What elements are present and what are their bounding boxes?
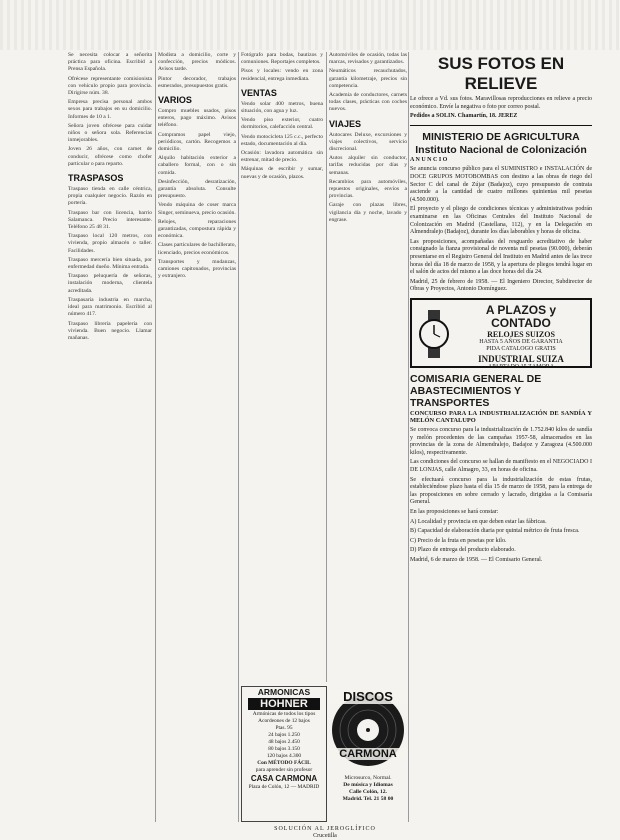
puzzle-solution-label: SOLUCIÓN AL JEROGLÍFICO xyxy=(274,826,376,832)
hohner-ad-line: 120 bajos 4.300 xyxy=(266,753,302,759)
relojes-ad-address: APARTADO 15 ZAMORA xyxy=(487,363,555,370)
classified-item: Autocares Deluxe, excursiones y viajes colectivos, servicio discrecional. xyxy=(329,131,407,153)
section-heading-traspasos: TRASPASOS xyxy=(68,173,124,184)
anuncio-paragraph: El proyecto y el pliego de condiciones técnicas y administrativas podrán examinarse en las Oficinas Centrales del Instituto Nacional de Colonización en Madrid (Castellana, 112), y en la Delegación en Almendralejo (Badajoz), durante los días laborables y horas de oficina. xyxy=(410,206,592,236)
concurso-title: CONCURSO PARA LA INDUSTRIALIZACIÓN DE SANDÍA Y MELÓN CANTALUPO xyxy=(410,409,592,425)
comisaria-paragraph: Madrid, 6 de marzo de 1958. — El Comisario General. xyxy=(410,556,543,563)
puzzle-solution-answer: Crucetilla xyxy=(313,833,337,839)
discos-advertisement xyxy=(328,686,408,820)
instituto-title: Instituto Nacional de Colonización xyxy=(415,143,587,156)
classified-item: Ofrécese representante comisionista con vehículo propio para provincia. Dirigirse núm. 38. xyxy=(68,75,152,97)
classified-item: Vendo máquina de coser marca Singer, seminueva, precio ocasión. xyxy=(158,202,236,216)
ministerio-title: MINISTERIO DE AGRICULTURA xyxy=(422,130,580,143)
classified-item: Vendo solar 400 metros, buena situación, con agua y luz. xyxy=(241,100,323,115)
column-divider xyxy=(326,52,327,682)
hohner-ad-line: Armónicas de todos los tipos xyxy=(252,711,316,717)
classified-item: Transportes y mudanzas, camiones capitonados, provincias y extranjero. xyxy=(158,258,236,280)
classified-item: Clases particulares de bachillerato, licenciado, precios económicos. xyxy=(158,242,236,256)
hohner-ad-title: ARMONICAS xyxy=(257,687,311,697)
classified-item: Desinfección, desratización, garantía absoluta. Consulte presupuesto. xyxy=(158,178,236,200)
hohner-ad-line: 80 bajos 3.150 xyxy=(268,746,300,752)
comisaria-paragraph: Las condiciones del concurso se hallan de manifiesto en el NEGOCIADO I DE LONJAS, calle Almagro, 33, en horas de oficina. xyxy=(410,459,592,474)
classified-item: Automóviles de ocasión, todas las marcas, revisados y garantizados. xyxy=(329,52,407,66)
section-heading-varios: VARIOS xyxy=(158,95,192,106)
classified-item: Se necesita colocar a señorita práctica para oficina. Escribid a Prensa Española. xyxy=(68,52,152,73)
comisaria-paragraph: Se convoca concurso para la industrialización de 1.752.840 kilos de sandía y melón procedentes de las campañas 1957-58, almacenados en las provincias de la zona de Almendralejo, Badajoz y Zaragoza (4.500.000 kilos), respectivamente. xyxy=(410,427,592,456)
classified-item: Alquilo habitación exterior a caballero formal, con o sin comida. xyxy=(158,155,236,176)
anuncio-paragraph: Las proposiciones, acompañadas del resguardo acreditativo de haber consignado la fianza provisional de noventa mil pesetas (90.000), deberán presentarse en el Registro General del Instituto en Madrid antes de las trece horas del día 18 de marzo de 1958, y la apertura de pliegos tendrá lugar en el salón de actos del mismo a las doce horas del día 24. xyxy=(410,238,592,276)
classified-item: Recambios para automóviles, repuestos originales, envíos a provincias. xyxy=(329,178,407,200)
relojes-ad-headline: A PLAZOS y CONTADO xyxy=(485,302,557,330)
right-column xyxy=(410,52,592,822)
discos-ad-line: Madrid. Tel. 21 58 00 xyxy=(342,796,394,802)
classified-item: Señora joven ofrécese para cuidar niños o señora sola. Referencias inmejorables. xyxy=(68,122,152,144)
discos-ad-line: Microsurco, Normal. xyxy=(344,775,392,781)
classified-item: Traspaso local 120 metros, con vivienda, propio almacén o taller. Facilidades. xyxy=(68,233,152,254)
hohner-ad-line: Acordeones de 12 bajos xyxy=(258,718,310,724)
classified-column-2 xyxy=(158,52,236,822)
hohner-ad-address: Plaza de Colón, 12 — MADRID xyxy=(248,784,320,790)
relojes-ad-subtitle: RELOJES SUIZOS xyxy=(487,329,555,339)
classified-item: Traspaso bar con licencia, barrio Salamanca. Precio interesante. Teléfono 25 48 31. xyxy=(68,209,152,231)
comisaria-paragraph: D) Plazo de entrega del producto elaborado. xyxy=(410,547,516,554)
classified-column-3 xyxy=(241,52,323,682)
section-heading-ventas: VENTAS xyxy=(241,87,277,98)
classified-item: Autos alquiler sin conductor, tarifas reducidas por días y semanas. xyxy=(329,155,407,176)
classified-item: Neumáticos recauchutados, garantía kilometraje, precios sin competencia. xyxy=(329,68,407,89)
divider-rule xyxy=(410,125,592,126)
hohner-ad-line: para aprender sin profesor xyxy=(255,767,313,773)
classified-item: Traspaso librería papelería con vivienda. Buen negocio. Llamar mañanas. xyxy=(68,320,152,341)
anuncio-paragraph: Se anuncia concurso público para el SUMINISTRO e INSTALACIÓN de DOCE GRUPOS MOTOBOMBAS con destino a las obras de riego del Sector C del canal de Zújar (Badajoz), cuyo presupuesto de contrata asciende a la cantidad de cuatro millones quinientas mil pesetas (4.500.000). xyxy=(410,166,592,203)
comisaria-paragraph: C) Precio de la fruta en pesetas por kilo. xyxy=(410,537,507,544)
comisaria-paragraph: En las proposiciones se hará constar: xyxy=(410,509,499,515)
classified-item: Compro muebles usados, pisos enteros, pago máximo. Avisos teléfono. xyxy=(158,108,236,129)
classified-item: Joven 26 años, con carnet de conducir, ofrécese como chofer particular o para reparto. xyxy=(68,146,152,167)
comisaria-paragraph: B) Capacidad de elaboración diaria por quintal métrico de fruta fresca. xyxy=(410,528,580,535)
hohner-ad-line: 48 bajos 2.450 xyxy=(268,739,300,745)
comisaria-paragraph: Se efectuará concurso para la industrialización de estas frutas, estableciéndose plazo hasta el día 15 de marzo de 1958, para la entrega de las proposiciones en sobre cerrado y lacrado, dirigidas a la Comisaría General. xyxy=(410,476,592,506)
section-heading-viajes: VIAJES xyxy=(329,118,362,129)
hohner-advertisement xyxy=(241,686,327,822)
classified-item: Academia de conductores, carnets todas clases, prácticas con coches nuevos. xyxy=(329,92,407,113)
classified-item: Compramos papel viejo, periódicos, cartón. Recogemos a domicilio. xyxy=(158,131,236,153)
classified-item: Empresa precisa personal ambos sexos para trabajos en su domicilio. Informes de 10 a 1. xyxy=(68,99,152,120)
relojes-ad-line: PIDA CATALOGO GRATIS xyxy=(486,346,556,353)
hohner-ad-line: Con MÉTODO FÁCIL xyxy=(257,760,311,766)
hohner-ad-line: Ptas. 95 xyxy=(275,725,293,731)
classified-item: Fotógrafo para bodas, bautizos y comuniones. Reportajes completos. xyxy=(241,52,323,66)
classified-item: Traspaso peluquería de señoras, instalación moderna, clientela acreditada. xyxy=(68,273,152,294)
anuncio-paragraph: Madrid, 25 de febrero de 1958. — El Ingeniero Director, Subdirector de Obras y Proyectos, Antonio Domínguez. xyxy=(410,278,592,293)
column-divider xyxy=(238,52,239,822)
comisaria-title: COMISARIA GENERAL DE ABASTECIMIENTOS Y TRANSPORTES xyxy=(410,372,542,409)
fotos-relieve-text: Le ofrece a Vd. sus fotos. Maravillosas reproducciones en relieve a precio económico. Envíe la negativa o foto por correo postal. xyxy=(410,96,592,110)
fotos-relieve-contact: Pedidos a SOLIN. Chamartín, 18. JEREZ xyxy=(410,113,518,120)
classified-item: Vendo piso exterior, cuatro dormitorios, calefacción central. xyxy=(241,117,323,131)
classified-item: Máquinas de escribir y sumar, nuevas y de ocasión, plazos. xyxy=(241,166,323,180)
classified-item: Traspaso mercería bien situada, por enfermedad dueño. Mínima entrada. xyxy=(68,256,152,271)
classified-item: Traspasaría industria en marcha, ideal para matrimonio. Escribid al número 417. xyxy=(68,296,152,318)
classified-item: Modista a domicilio, corte y confección, precios módicos. Avisos tarde. xyxy=(158,52,236,73)
discos-ad-line: De música y Idiomas xyxy=(343,782,393,788)
hohner-ad-line: 24 bajos 1.250 xyxy=(268,732,300,738)
discos-ad-brand: CARMONA xyxy=(328,748,408,760)
classified-column-1 xyxy=(68,52,152,822)
classified-item: Pintor decorador, trabajos esmerados, presupuestos gratis. xyxy=(158,75,236,89)
classified-column-4 xyxy=(329,52,407,682)
discos-ad-line: Calle Colón, 12. xyxy=(349,789,387,795)
comisaria-paragraph: A) Localidad y provincia en que deben estar las fábricas. xyxy=(410,518,547,525)
relojes-ad-company: INDUSTRIAL SUIZA xyxy=(478,353,564,364)
classified-item: Traspaso tienda en calle céntrica, propia cualquier negocio. Razón en portería. xyxy=(68,186,152,207)
wristwatch-icon xyxy=(418,310,450,358)
relojes-ad-line: HASTA 5 AÑOS DE GARANTIA xyxy=(479,338,563,345)
fotos-relieve-title: SUS FOTOS EN RELIEVE xyxy=(437,54,565,93)
anuncio-label: A N U N C I O xyxy=(410,156,448,163)
classified-item: Vendo motocicleta 125 c.c., perfecto estado, documentación al día. xyxy=(241,133,323,147)
relojes-advertisement xyxy=(410,298,592,368)
classified-item: Ocasión: lavadora automática sin estrenar, mitad de precio. xyxy=(241,150,323,164)
column-divider xyxy=(155,52,156,822)
classified-item: Relojes, reparaciones garantizadas, compostura rápida y económica. xyxy=(158,218,236,240)
classified-item: Garaje con plazas libres, vigilancia día y noche, lavado y engrase. xyxy=(329,202,407,223)
hohner-ad-store: CASA CARMONA xyxy=(250,774,318,783)
top-border-strip xyxy=(0,0,620,50)
hohner-ad-brand: HOHNER xyxy=(248,698,320,710)
discos-ad-title: DISCOS xyxy=(328,690,408,704)
classified-item: Pisos y locales: vendo en zona residencial, entrega inmediata. xyxy=(241,68,323,82)
column-divider xyxy=(408,52,409,822)
